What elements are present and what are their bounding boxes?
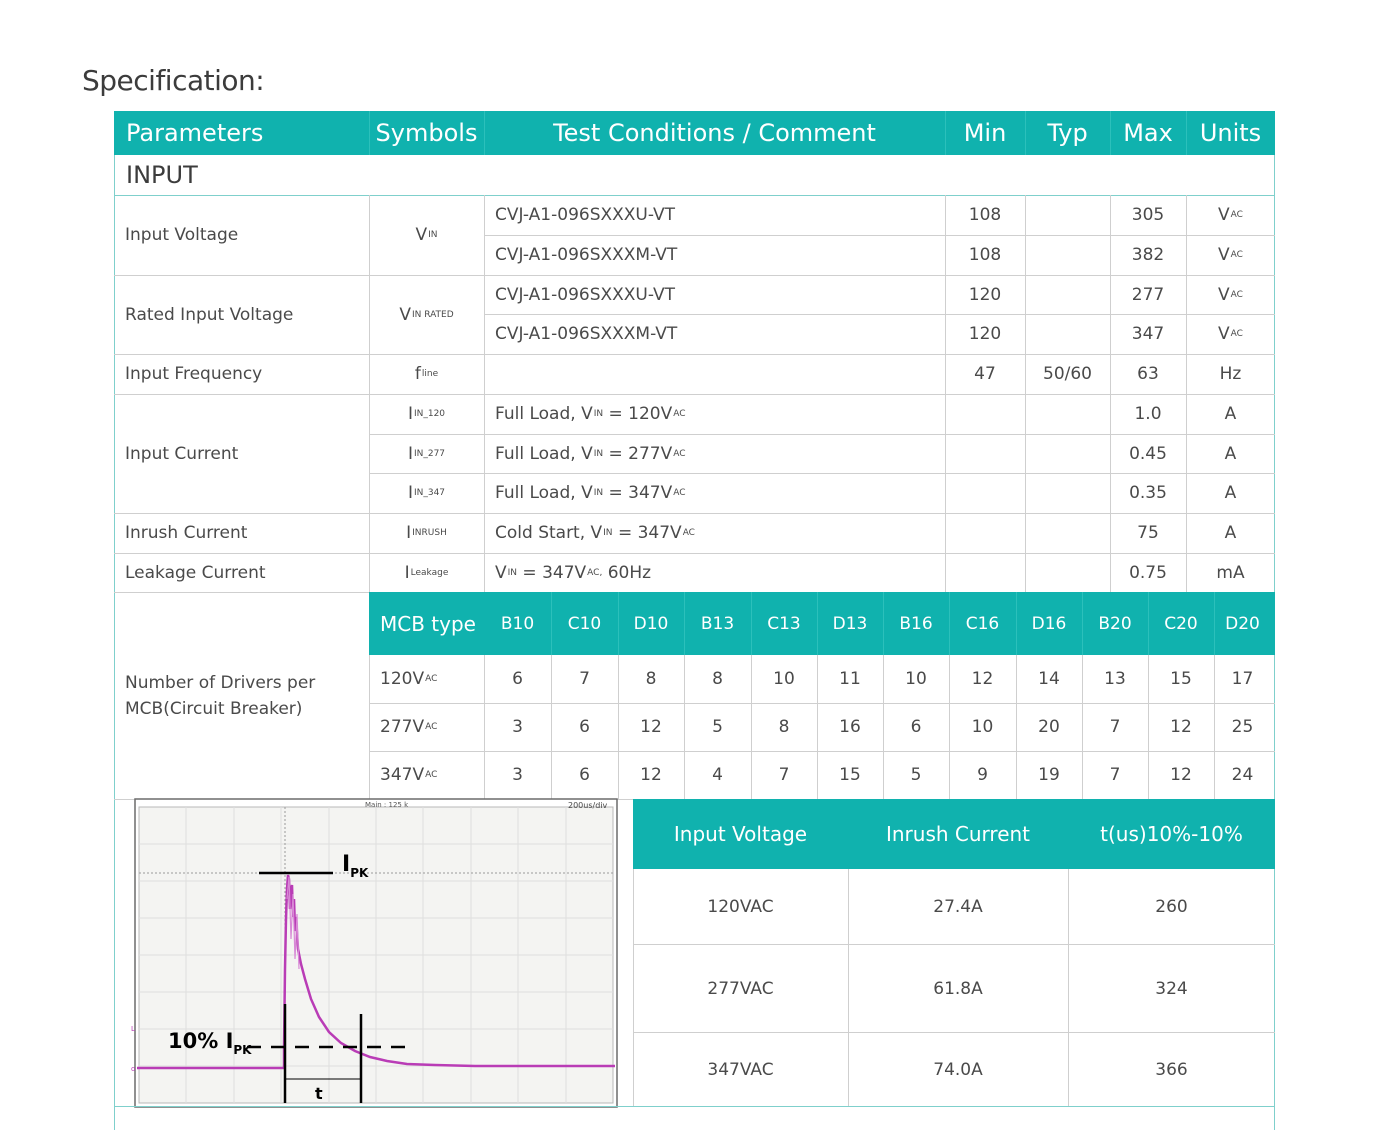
header-typ: Typ — [1025, 111, 1110, 155]
inrush-header-time: t(us)10%-10% — [1100, 822, 1243, 846]
symbol-iin-120: I IN_120 — [407, 404, 446, 424]
unit-row-6: A — [1224, 404, 1237, 424]
mcb-type-d16: D16 — [1016, 592, 1082, 655]
param-leakage-current: Leakage Current — [125, 562, 266, 583]
unit-row-7: A — [1224, 443, 1237, 464]
mcb-voltage-120: 120V AC — [380, 669, 438, 689]
cond-row-7: Full Load, V IN = 277V AC — [495, 443, 686, 464]
mcb-cell-c10-277v: 6 — [579, 717, 590, 737]
mcb-cell-b13-120v: 8 — [712, 669, 723, 689]
header-symbols: Symbols — [369, 111, 484, 155]
mcb-cell-c16-347v: 9 — [977, 765, 988, 785]
unit-row-10: mA — [1216, 562, 1245, 583]
mcb-cell-b20-277v: 7 — [1109, 717, 1121, 737]
mcb-cell-c20-277v: 12 — [1170, 717, 1192, 737]
mcb-voltage-347: 347V AC — [380, 765, 438, 785]
mcb-cell-d13-277v: 16 — [839, 717, 861, 737]
cond-row-2: CVJ-A1-096SXXXM-VT — [495, 245, 678, 265]
inrush-row-2-current: 61.8A — [933, 978, 983, 999]
inrush-row-1-time: 260 — [1155, 897, 1188, 917]
mcb-cell-b10-347v: 3 — [512, 765, 523, 785]
min-row-1: 108 — [968, 205, 1002, 225]
inrush-row-2-voltage: 277VAC — [707, 978, 774, 999]
mcb-cell-c13-347v: 7 — [778, 765, 790, 785]
mcb-type-label: MCB type — [369, 592, 484, 655]
cond-row-1: CVJ-A1-096SXXXU-VT — [495, 205, 676, 225]
max-row-5: 63 — [1137, 364, 1159, 384]
param-input-voltage: Input Voltage — [125, 225, 239, 245]
inrush-waveform-image — [131, 799, 617, 1107]
header-parameters: Parameters — [114, 111, 369, 155]
mcb-cell-d20-347v: 24 — [1231, 765, 1254, 785]
min-row-5: 47 — [974, 364, 996, 384]
mcb-type-d20: D20 — [1214, 592, 1271, 655]
cond-row-6: Full Load, V IN = 120V AC — [495, 404, 686, 424]
inrush-header-current: Inrush Current — [885, 822, 1031, 846]
mcb-cell-d13-120v: 11 — [839, 669, 861, 689]
svg-text:L: L — [131, 1025, 135, 1033]
inrush-row-1-current: 27.4A — [933, 897, 983, 917]
max-row-8: 0.35 — [1129, 483, 1167, 503]
mcb-type-c10: C10 — [551, 592, 618, 655]
unit-row-3: V AC — [1218, 284, 1243, 305]
inrush-row-3-current: 74.0A — [933, 1059, 983, 1080]
mcb-cell-d16-347v: 19 — [1038, 765, 1060, 785]
header-units: Units — [1186, 111, 1275, 155]
max-row-3: 277 — [1131, 284, 1165, 305]
mcb-cell-d20-120v: 17 — [1231, 669, 1254, 689]
mcb-type-b16: B16 — [883, 592, 949, 655]
inrush-header-voltage: Input Voltage — [673, 822, 808, 846]
cond-row-10: V IN = 347V AC, 60Hz — [495, 562, 652, 583]
mcb-cell-c10-120v: 7 — [579, 669, 590, 689]
mcb-cell-d16-277v: 20 — [1038, 717, 1060, 737]
page-title: Specification: — [82, 64, 265, 97]
mcb-cell-d20-277v: 25 — [1231, 717, 1254, 737]
symbol-iin-277: I IN_277 — [407, 443, 446, 464]
cond-row-9: Cold Start, V IN = 347V AC — [495, 523, 695, 543]
ipk-label: $I_{PK}$ — [342, 852, 369, 880]
unit-row-1: V AC — [1218, 205, 1243, 225]
inrush-row-3-voltage: 347VAC — [707, 1059, 774, 1080]
mcb-cell-c10-347v: 6 — [579, 765, 590, 785]
max-row-9: 75 — [1137, 523, 1159, 543]
mcb-type-b13: B13 — [684, 592, 751, 655]
unit-row-4: V AC — [1218, 324, 1243, 344]
symbol-leakage: I Leakage — [404, 562, 449, 583]
mcb-type-b20: B20 — [1082, 592, 1148, 655]
max-row-4: 347 — [1131, 324, 1165, 344]
param-drivers-per-mcb: Number of Drivers per MCB(Circuit Breaker) — [125, 672, 316, 719]
svg-text:o: o — [131, 1065, 136, 1073]
osc-timebase-label: 200us/div — [568, 801, 608, 810]
header-max: Max — [1110, 111, 1186, 155]
mcb-cell-b13-347v: 4 — [712, 765, 723, 785]
mcb-cell-b16-347v: 5 — [910, 765, 922, 785]
unit-row-9: A — [1224, 523, 1237, 543]
mcb-cell-b16-120v: 10 — [905, 669, 927, 689]
max-row-2: 382 — [1131, 245, 1165, 265]
mcb-type-d10: D10 — [618, 592, 684, 655]
mcb-cell-d10-347v: 12 — [640, 765, 662, 785]
symbol-vin: V IN — [415, 225, 438, 245]
mcb-cell-d13-347v: 15 — [839, 765, 861, 785]
header-conditions: Test Conditions / Comment — [484, 111, 945, 155]
symbol-iin-347: I IN_347 — [407, 483, 446, 503]
unit-row-2: V AC — [1218, 245, 1243, 265]
mcb-cell-b10-277v: 3 — [512, 717, 523, 737]
section-input: INPUT — [126, 161, 198, 189]
param-rated-input-voltage: Rated Input Voltage — [125, 304, 294, 325]
unit-row-8: A — [1224, 483, 1237, 503]
symbol-inrush: I INRUSH — [406, 523, 447, 543]
mcb-type-d13: D13 — [817, 592, 883, 655]
min-row-4: 120 — [968, 324, 1002, 344]
mcb-type-c13: C13 — [751, 592, 817, 655]
mcb-cell-c16-277v: 10 — [971, 717, 994, 737]
inrush-row-2-time: 324 — [1155, 978, 1188, 999]
cond-row-4: CVJ-A1-096SXXXM-VT — [495, 324, 678, 344]
min-row-2: 108 — [968, 245, 1002, 265]
mcb-cell-b10-120v: 6 — [512, 669, 523, 689]
mcb-type-c16: C16 — [949, 592, 1016, 655]
max-row-10: 0.75 — [1129, 562, 1167, 583]
min-row-3: 120 — [968, 284, 1002, 305]
ten-percent-ipk-label: 10% $I_{PK}$ — [168, 1029, 252, 1057]
mcb-cell-d10-277v: 12 — [640, 717, 662, 737]
mcb-cell-b20-347v: 7 — [1109, 765, 1121, 785]
symbol-fline: f line — [414, 364, 439, 384]
param-input-frequency: Input Frequency — [125, 364, 263, 384]
cond-row-3: CVJ-A1-096SXXXU-VT — [495, 284, 676, 305]
mcb-cell-b16-277v: 6 — [910, 717, 922, 737]
max-row-7: 0.45 — [1129, 443, 1167, 464]
inrush-row-3-time: 366 — [1155, 1059, 1188, 1080]
header-min: Min — [945, 111, 1025, 155]
mcb-cell-b20-120v: 13 — [1104, 669, 1126, 689]
param-inrush-current: Inrush Current — [125, 523, 248, 543]
mcb-cell-c20-120v: 15 — [1170, 669, 1192, 689]
mcb-type-b10: B10 — [484, 592, 551, 655]
cond-row-8: Full Load, V IN = 347V AC — [495, 483, 686, 503]
mcb-cell-d10-120v: 8 — [645, 669, 657, 689]
mcb-cell-b13-277v: 5 — [712, 717, 723, 737]
typ-row-5: 50/60 — [1043, 364, 1092, 384]
max-row-1: 305 — [1131, 205, 1165, 225]
inrush-row-1-voltage: 120VAC — [707, 897, 774, 917]
unit-row-5: Hz — [1219, 364, 1242, 384]
param-input-current: Input Current — [125, 443, 239, 464]
osc-main-label: Main : 125 k — [365, 801, 409, 809]
max-row-6: 1.0 — [1134, 404, 1162, 424]
mcb-type-c20: C20 — [1148, 592, 1214, 655]
t-label: t — [315, 1084, 323, 1103]
mcb-cell-c13-277v: 8 — [778, 717, 790, 737]
mcb-cell-c20-347v: 12 — [1170, 765, 1192, 785]
mcb-voltage-277: 277V AC — [380, 717, 438, 737]
mcb-cell-d16-120v: 14 — [1038, 669, 1060, 689]
symbol-vin-rated: V IN RATED — [399, 304, 454, 325]
mcb-cell-c13-120v: 10 — [773, 669, 795, 689]
mcb-cell-c16-120v: 12 — [971, 669, 994, 689]
